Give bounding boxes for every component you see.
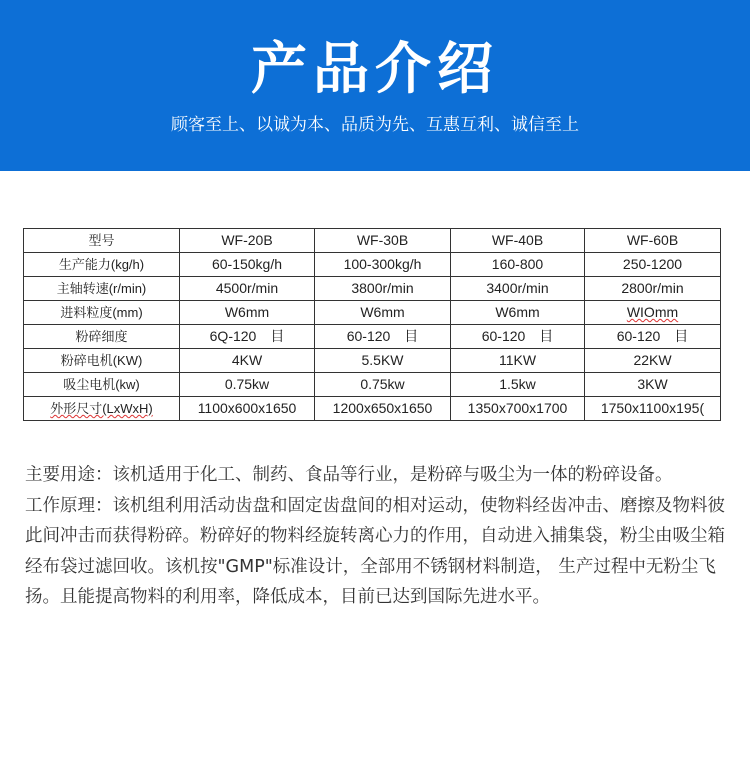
table-cell: 60-120 目 [585, 325, 721, 349]
table-cell: WF-60B [585, 229, 721, 253]
row-label-cell: 生产能力(kg/h) [24, 253, 180, 277]
table-cell: 1100x600x1650 [180, 397, 315, 421]
row-label-cell: 进料粒度(mm) [24, 301, 180, 325]
principle-paragraph: 工作原理：该机组利用活动齿盘和固定齿盘间的相对运动，使物料经齿冲击、磨擦及物料彼此间冲击而获得粉碎。粉碎好的物料经旋转离心力的作用，自动进入捕集袋，粉尘由吸尘箱经布袋过滤回收。该机按"GMP"标准设计，全部用不锈钢材料制造， 生产过程中无粉尘飞扬。且能提高物料的利用率，降低成本，目前已达到国际先进水平。 [25, 495, 725, 607]
row-label-cell: 粉碎电机(KW) [24, 349, 180, 373]
table-cell: 1200x650x1650 [315, 397, 451, 421]
table-row [24, 229, 721, 253]
table-cell: WF-30B [315, 229, 451, 253]
header-banner [0, 0, 750, 171]
table-row [24, 349, 721, 373]
table-cell: 1750x1100x195( [585, 397, 721, 421]
spec-table [23, 228, 721, 421]
table-cell: 100-300kg/h [315, 253, 451, 277]
table-cell: WIOmm [585, 301, 721, 325]
row-label-cell: 吸尘电机(kw) [24, 373, 180, 397]
page-title: 产品介绍 [251, 37, 499, 102]
row-label-cell: 外形尺寸(LxWxH) [24, 397, 180, 421]
table-cell: 11KW [451, 349, 585, 373]
table-cell: 0.75kw [180, 373, 315, 397]
table-cell: 22KW [585, 349, 721, 373]
table-row [24, 397, 721, 421]
table-row [24, 325, 721, 349]
table-cell: 60-120 目 [315, 325, 451, 349]
table-cell: WF-20B [180, 229, 315, 253]
table-cell: 5.5KW [315, 349, 451, 373]
table-cell: 1.5kw [451, 373, 585, 397]
spec-table-body [24, 229, 721, 421]
table-cell: 1350x700x1700 [451, 397, 585, 421]
table-cell: 4KW [180, 349, 315, 373]
row-label-cell: 粉碎细度 [24, 325, 180, 349]
table-row [24, 277, 721, 301]
usage-paragraph: 主要用途：该机适用于化工、制药、食品等行业，是粉碎与吸尘为一体的粉碎设备。 [25, 465, 673, 485]
table-row [24, 253, 721, 277]
product-description [25, 460, 725, 613]
row-label-cell: 主轴转速(r/min) [24, 277, 180, 301]
table-cell: 3400r/min [451, 277, 585, 301]
table-cell: 4500r/min [180, 277, 315, 301]
table-cell: 250-1200 [585, 253, 721, 277]
table-cell: 6Q-120 目 [180, 325, 315, 349]
page-subtitle: 顾客至上、以诚为本、品质为先、互惠互利、诚信至上 [171, 115, 579, 135]
table-cell: W6mm [180, 301, 315, 325]
table-row [24, 373, 721, 397]
table-cell: 160-800 [451, 253, 585, 277]
table-cell: W6mm [451, 301, 585, 325]
table-row [24, 301, 721, 325]
table-cell: 3800r/min [315, 277, 451, 301]
table-cell: 2800r/min [585, 277, 721, 301]
table-cell: 3KW [585, 373, 721, 397]
table-cell: W6mm [315, 301, 451, 325]
table-cell: WF-40B [451, 229, 585, 253]
table-cell: 60-120 目 [451, 325, 585, 349]
table-cell: 0.75kw [315, 373, 451, 397]
row-label-cell: 型号 [24, 229, 180, 253]
table-cell: 60-150kg/h [180, 253, 315, 277]
